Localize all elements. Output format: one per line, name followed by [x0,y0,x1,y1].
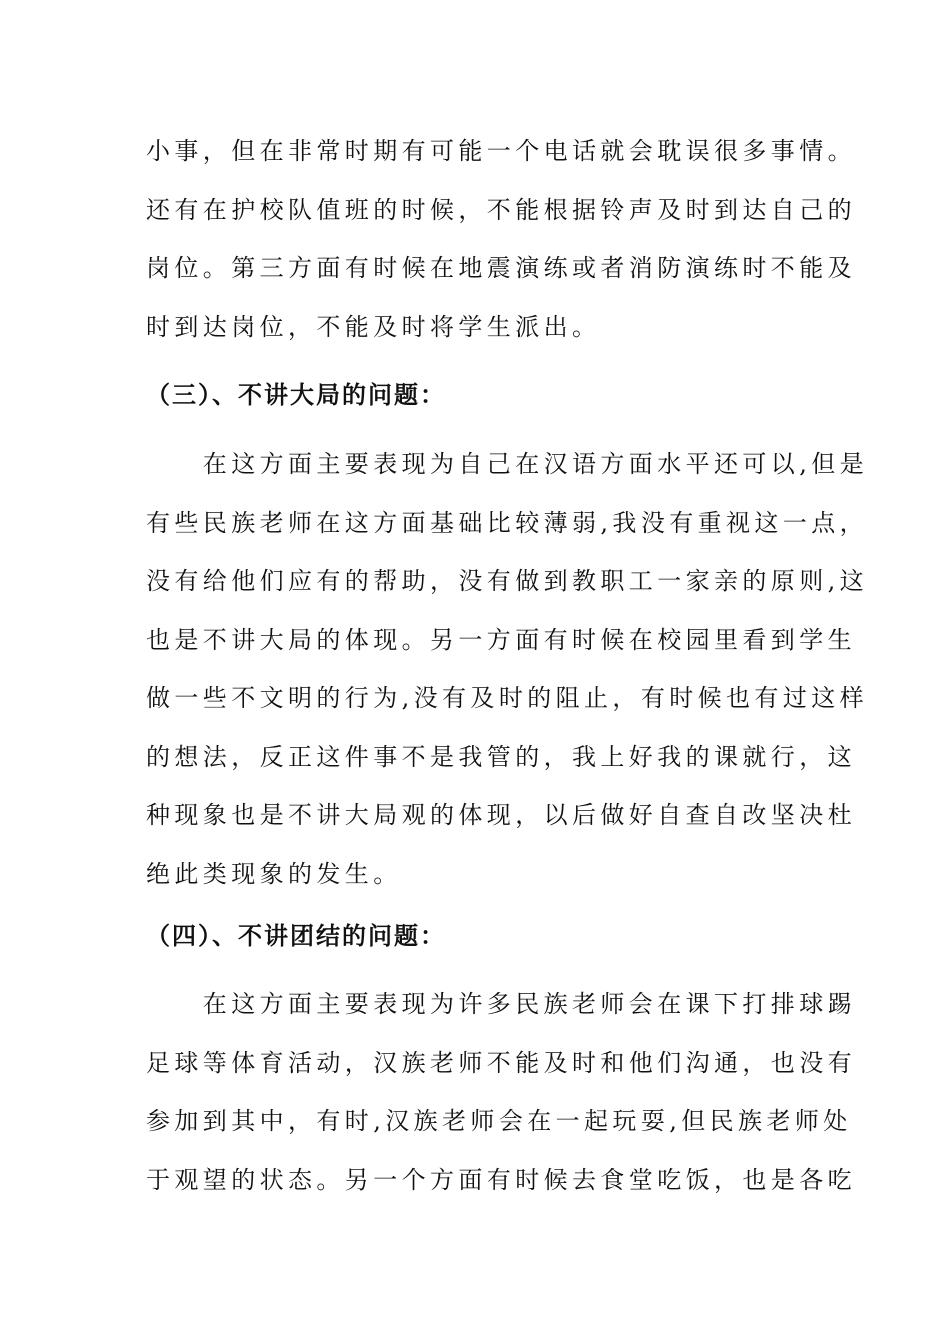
section-3-paragraph [146,435,869,903]
paragraph-line: 时到达岗位，不能及时将学生派出。 [146,312,601,341]
section-4-paragraph [146,975,856,1209]
paragraph-line: 有些民族老师在这方面基础比较薄弱,我没有重视这一点， [146,508,869,537]
paragraph-line: 于观望的状态。另一个方面有时候去食堂吃饭，也是各吃 [146,1165,856,1194]
paragraph-line: 在这方面主要表现为自己在汉语方面水平还可以,但是 [146,450,869,478]
paragraph-line: 岗位。第三方面有时候在地震演练或者消防演练时不能及 [146,254,856,282]
paragraph-line: 小事，但在非常时期有可能一个电话就会耽误很多事情。 [146,137,856,165]
continued-paragraph [146,122,856,356]
section-4-heading: （四）、不讲团结的问题： [146,922,446,950]
paragraph-line: 没有给他们应有的帮助，没有做到教职工一家亲的原则,这 [146,567,869,595]
paragraph-line: 种现象也是不讲大局观的体现，以后做好自查自改坚决杜 [146,801,856,829]
paragraph-line: 也是不讲大局的体现。另一方面有时候在校园里看到学生 [146,625,856,654]
section-3-heading: （三）、不讲大局的问题： [146,381,446,409]
paragraph-line: 的想法，反正这件事不是我管的，我上好我的课就行，这 [146,742,856,771]
paragraph-line: 做一些不文明的行为,没有及时的阻止，有时候也有过这样 [146,684,869,712]
paragraph-line: 还有在护校队值班的时候，不能根据铃声及时到达自己的 [146,195,856,224]
paragraph-line: 参加到其中，有时,汉族老师会在一起玩耍,但民族老师处 [146,1107,852,1135]
paragraph-line: 足球等体育活动，汉族老师不能及时和他们沟通，也没有 [146,1048,856,1077]
paragraph-line: 绝此类现象的发生。 [146,859,402,888]
paragraph-line: 在这方面主要表现为许多民族老师会在课下打排球踢 [146,990,856,1018]
